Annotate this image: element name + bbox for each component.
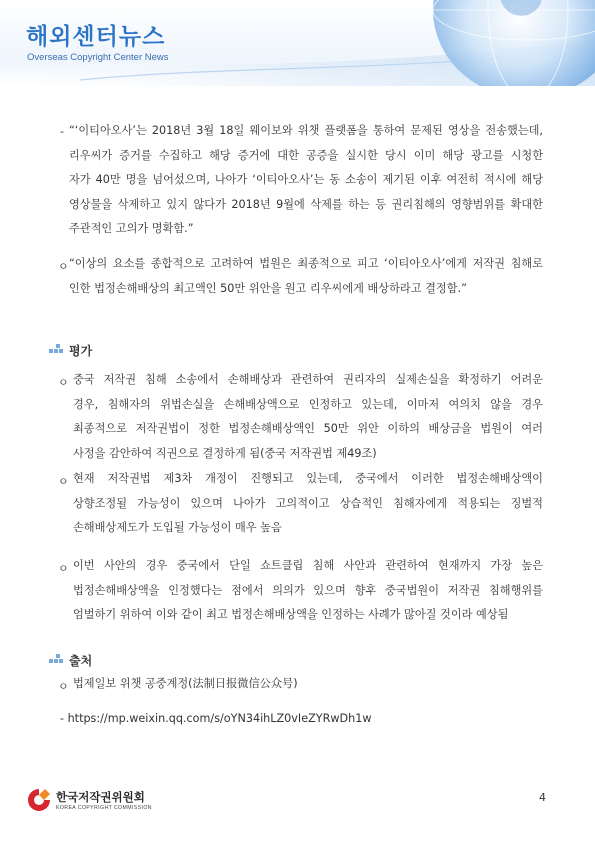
text-line: 주관적인 고의가 명확함.” [69, 222, 194, 235]
text-line: “이상의 요소를 종합적으로 고려하여 법원은 최종적으로 피고 ‘이티아오사’에게 저작권 침해로 [69, 257, 543, 270]
section-heading-evaluation: 평가 [69, 344, 93, 358]
text-line: 손해배상제도가 도입될 가능성이 매우 높음 [73, 521, 282, 534]
source-url-link[interactable]: https://mp.weixin.qq.com/s/oYN34ihLZ0vIeZYRwDh1w [67, 712, 372, 725]
text-line: 리우씨가 증거를 수집하고 해당 증거에 대한 공증을 실시한 당시 이미 해당 광고를 시청한 [69, 148, 543, 162]
footer-org-name-en: KOREA COPYRIGHT COMMISSION [56, 805, 152, 811]
page-number: 4 [539, 791, 546, 804]
header-subtitle: Overseas Copyright Center News [27, 52, 169, 63]
page-header [0, 0, 595, 86]
footer-org-name: 한국저작권위원회 [56, 790, 145, 804]
text-line: 영상물을 삭제하고 있지 않다가 2018년 9월에 삭제를 하는 등 권리침해의 영향범위를 확대한 [69, 197, 543, 211]
eval-bullet-1: ㅇ [58, 376, 69, 389]
section-square-icon [49, 654, 63, 664]
text-line: 중국 저작권 침해 소송에서 손해배상과 관련하여 권리자의 실제손실을 확정하기 어려운 [73, 373, 543, 386]
quote-paragraph-1 [69, 119, 543, 242]
source-url-line [60, 707, 540, 732]
section-heading-source: 출처 [69, 654, 93, 668]
text-line: 자가 40만 명을 넘어섰으며, 나아가 ‘이티아오사’는 동 소송이 제기된 이후 여전히 적시에 해당 [69, 173, 543, 186]
source-url-dash: - [60, 712, 68, 725]
eval-bullet-3: ㅇ [58, 562, 69, 575]
quote-circle-bullet: ㅇ [58, 260, 69, 273]
section-square-icon [49, 344, 63, 354]
source-item-text: 법제일보 위챗 공중계정(法制日报微信公众号) [73, 677, 298, 690]
source-item [73, 672, 543, 697]
text-line: 경우, 침해자의 위법손실을 손해배상액으로 인정하고 있는데, 이마저 여의치 않을 경우 [73, 397, 543, 411]
quote-paragraph-2 [69, 252, 543, 301]
source-bullet: ㅇ [58, 680, 69, 693]
globe-icon [398, 0, 595, 86]
text-line: 현재 저작권법 제3차 개정이 진행되고 있는데, 중국에서 이러한 법정손해배상액이 [73, 472, 543, 485]
text-line: 최종적으로 저작권법이 정한 법정손해배상액인 50만 위안 이하의 배상금을 법원이 여러 [73, 422, 543, 435]
eval-bullet-2: ㅇ [58, 475, 69, 488]
eval-paragraph-3 [73, 554, 543, 628]
text-line: 법정손해배상액을 인정했다는 점에서 의의가 있으며 향후 중국법원이 저작권 침해행위를 [73, 583, 543, 597]
eval-paragraph-2 [73, 467, 543, 541]
text-line: “‘이티아오사’는 2018년 3월 18일 웨이보와 위챗 플랫폼을 통하여 문제된 영상을 전송했는데, [69, 124, 543, 137]
text-line: 이번 사안의 경우 중국에서 단일 쇼트클립 침해 사안과 관련하여 현재까지 가장 높은 [73, 559, 543, 572]
text-line: 상향조정될 가능성이 있으며 나아가 고의적이고 상습적인 침해자에게 적용되는 징벌적 [73, 496, 543, 510]
text-line: 인한 법정손해배상의 최고액인 50만 위안을 원고 리우씨에게 배상하라고 결정함.” [69, 281, 467, 295]
text-line: 사정을 감안하여 직권으로 결정하게 됨(중국 저작권법 제49조) [73, 446, 377, 460]
eval-paragraph-1 [73, 368, 543, 466]
quote-dash-bullet: - [60, 125, 64, 138]
text-line: 엄벌하기 위하여 이와 같이 최고 법정손해배상액을 인정하는 사례가 많아질 것이라 예상됨 [73, 608, 509, 621]
header-title: 해외센터뉴스 [26, 24, 166, 50]
kcc-logo-icon [26, 787, 52, 813]
